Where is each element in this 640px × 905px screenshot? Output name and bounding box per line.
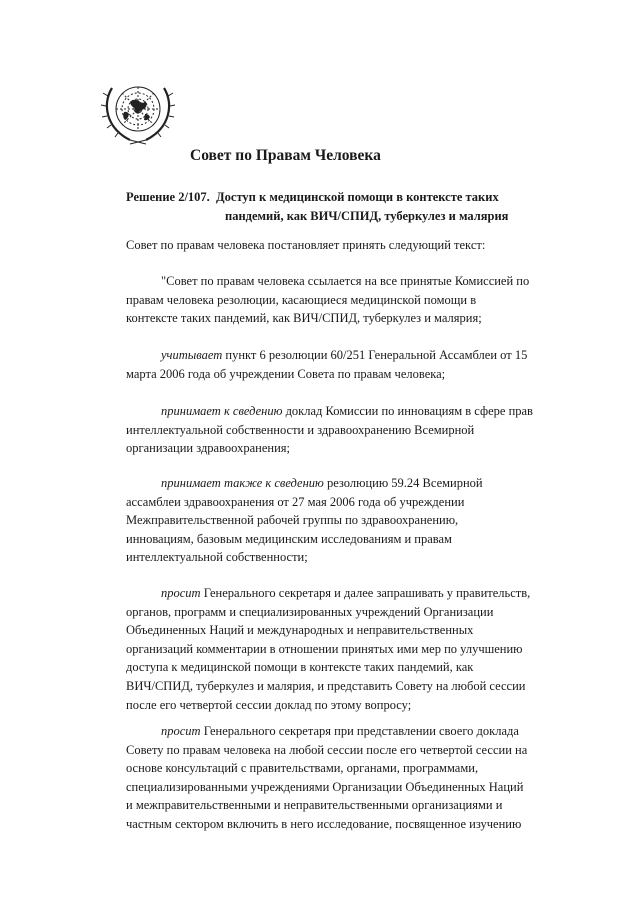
- intro-text: Совет по правам человека постановляет принять следующий текст:: [126, 238, 486, 252]
- council-title: Совет по Правам Человека: [190, 147, 381, 164]
- operative-lead: просит: [161, 586, 201, 600]
- paragraph-preamble-3: принимает к сведению доклад Комиссии по инновациям в сфере прав интеллектуальной собственности и здравоохранению Всемирной организации здравоохранения;: [126, 404, 533, 456]
- paragraph-preamble-1: "Совет по правам человека ссылается на все принятые Комиссией по правам человека резолюции, касающиеся медицинской помощи в контексте таких пандемий, как ВИЧ/СПИД, туберкулез и малярия;: [126, 274, 530, 326]
- decision-heading: [126, 188, 508, 226]
- operative-lead: принимает также к сведению: [161, 476, 324, 490]
- decision-title-line2: пандемий, как ВИЧ/СПИД, туберкулез и малярия: [225, 209, 509, 223]
- un-emblem-icon: [100, 76, 176, 148]
- operative-lead: просит: [161, 724, 201, 738]
- operative-lead: учитывает: [161, 348, 223, 362]
- paragraph-preamble-2: учитывает пункт 6 резолюции 60/251 Генеральной Ассамблеи от 15 марта 2006 года об учреждении Совета по правам человека;: [126, 348, 528, 381]
- paragraph-operative-2: просит Генерального секретаря при представлении своего доклада Совету по правам человека на любой сессии после его четвертой сессии на основе консультаций с правительствами, органами, программами, специализированными учреждениями Организации Объединенных Наций и межправительственными и неправительственными организациями и частным сектором включить в него исследование, посвященное изучению: [126, 724, 528, 831]
- decision-number: Решение 2/107.: [126, 190, 210, 204]
- paragraph-operative-1: просит Генерального секретаря и далее запрашивать у правительств, органов, программ и специализированных учреждений Организации Объединенных Наций и международных и неправительственных организаций комментарии в отношении принятых ими мер по улучшению доступа к медицинской помощи в контексте таких пандемий, как ВИЧ/СПИД, туберкулез и малярия, и представить Совету на любой сессии после его четвертой сессии доклад по этому вопросу;: [126, 586, 531, 712]
- paragraph-preamble-4: принимает также к сведению резолюцию 59.24 Всемирной ассамблеи здравоохранения от 27 мая 2006 года об учреждении Межправительственной рабочей группы по здравоохранению, инновациям, базовым медицинским исследованиям и правам интеллектуальной собственности;: [126, 476, 483, 565]
- decision-title-line1: Доступ к медицинской помощи в контексте таких: [216, 190, 499, 204]
- operative-lead: принимает к сведению: [161, 404, 283, 418]
